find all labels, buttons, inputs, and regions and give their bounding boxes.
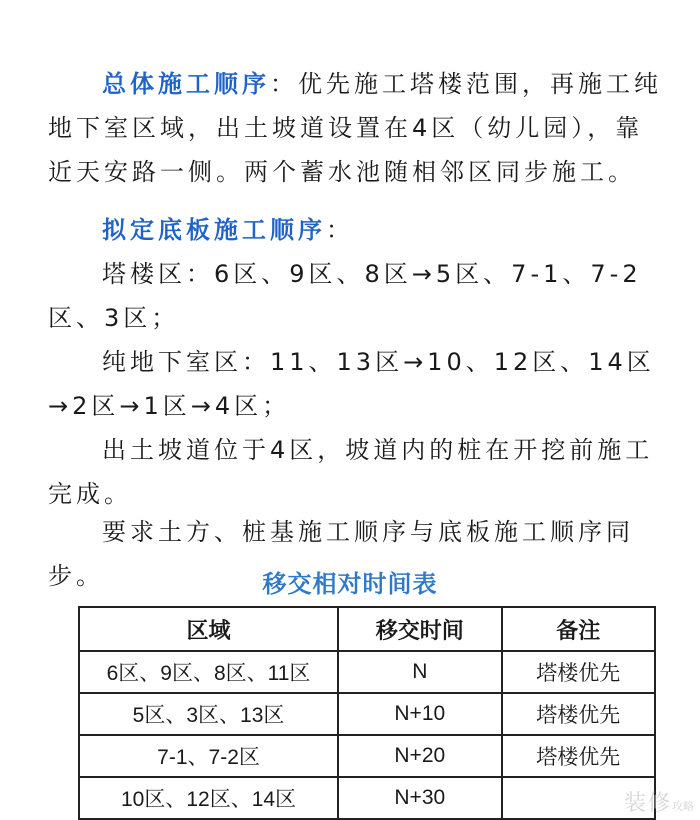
table-row bbox=[79, 651, 655, 693]
table-header-row bbox=[79, 607, 655, 651]
slab-heading-suffix: ： bbox=[326, 216, 354, 244]
cell-time: N+10 bbox=[338, 693, 502, 735]
cell-time: N+30 bbox=[338, 777, 502, 819]
watermark-logo bbox=[624, 786, 694, 817]
header-handover-time: 移交时间 bbox=[338, 607, 502, 651]
cell-area: 10区、12区、14区 bbox=[79, 777, 338, 819]
slab-item-tower: 塔楼区：6区、9区、8区→5区、7-1、7-2区、3区； bbox=[48, 260, 642, 332]
slab-item-basement: 纯地下室区：11、13区→10、12区、14区→2区→1区→4区； bbox=[48, 348, 655, 420]
overall-heading: 总体施工顺序 bbox=[102, 70, 270, 98]
cell-area: 7-1、7-2区 bbox=[79, 735, 338, 777]
cell-remark: 塔楼优先 bbox=[502, 735, 655, 777]
slab-item-requirement: 要求土方、桩基施工顺序与底板施工顺序同步。 bbox=[48, 518, 634, 590]
table-title: 移交相对时间表 bbox=[262, 570, 438, 598]
slab-item-ramp: 出土坡道位于4区，坡道内的桩在开挖前施工完成。 bbox=[48, 436, 654, 508]
watermark-sub: 攻略 bbox=[672, 800, 694, 813]
watermark-text: 装修 bbox=[623, 791, 672, 816]
cell-remark: 塔楼优先 bbox=[502, 693, 655, 735]
table-row bbox=[79, 735, 655, 777]
overall-text: ：优先施工塔楼范围，再施工纯地下室区域，出土坡道设置在4区（幼儿园），靠近天安路一侧。两个蓄水池随相邻区同步施工。 bbox=[48, 70, 662, 186]
table-row bbox=[79, 777, 655, 819]
cell-remark: 塔楼优先 bbox=[502, 651, 655, 693]
handover-time-table bbox=[78, 606, 656, 820]
slab-heading-line bbox=[48, 208, 668, 252]
header-remark: 备注 bbox=[502, 607, 655, 651]
cell-area: 5区、3区、13区 bbox=[79, 693, 338, 735]
cell-time: N+20 bbox=[338, 735, 502, 777]
overall-paragraph bbox=[48, 62, 668, 194]
cell-area: 6区、9区、8区、11区 bbox=[79, 651, 338, 693]
header-area: 区域 bbox=[79, 607, 338, 651]
table-row bbox=[79, 693, 655, 735]
slab-heading: 拟定底板施工顺序 bbox=[102, 216, 326, 244]
cell-time: N bbox=[338, 651, 502, 693]
